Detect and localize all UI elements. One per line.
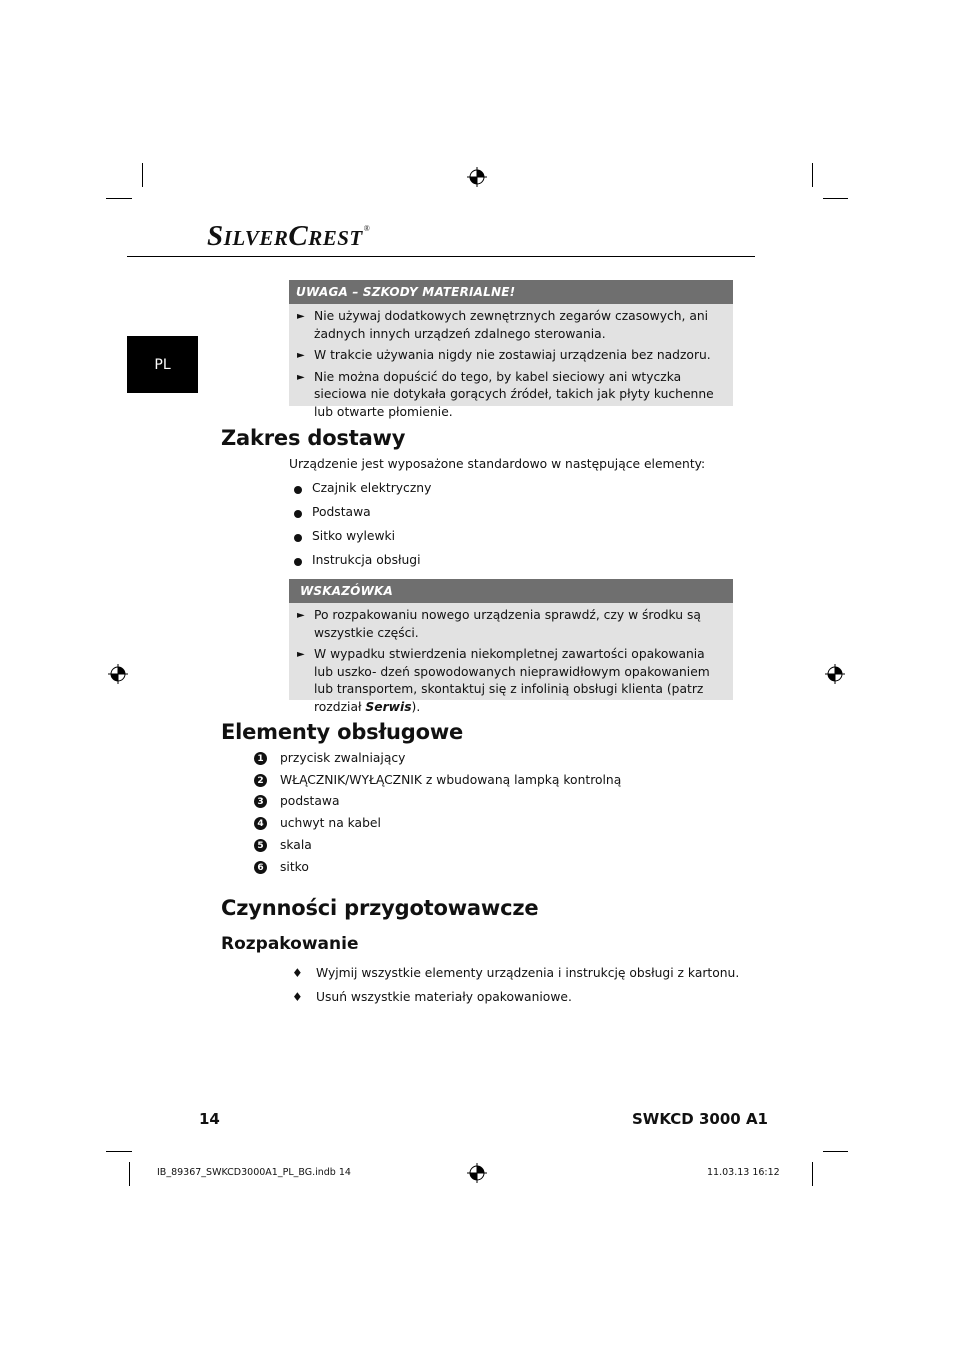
warning-item: ► W trakcie używania nigdy nie zostawiaj urządzenia bez nadzoru. bbox=[289, 347, 733, 365]
delivery-intro: Urządzenie jest wyposażone standardowo w następujące elementy: bbox=[289, 457, 706, 471]
crop-mark bbox=[823, 198, 848, 199]
number-badge: 5 bbox=[254, 839, 267, 852]
crop-mark bbox=[106, 198, 132, 199]
bullet-icon bbox=[294, 510, 302, 518]
registration-mark-icon bbox=[108, 664, 128, 684]
crop-mark bbox=[106, 1151, 132, 1152]
print-slug-file: IB_89367_SWKCD3000A1_PL_BG.indb 14 bbox=[157, 1167, 351, 1178]
registration-mark-icon bbox=[467, 1163, 487, 1183]
registration-mark-icon bbox=[825, 664, 845, 684]
diamond-bullet-icon: ♦ bbox=[292, 990, 303, 1004]
header-rule bbox=[127, 256, 755, 257]
brand-logo: SILVERCREST® bbox=[207, 220, 371, 252]
section-heading-preparation: Czynności przygotowawcze bbox=[221, 896, 539, 920]
page-number: 14 bbox=[199, 1110, 220, 1128]
number-badge: 4 bbox=[254, 817, 267, 830]
crop-mark bbox=[812, 163, 813, 187]
model-number: SWKCD 3000 A1 bbox=[632, 1110, 768, 1128]
subheading-unpacking: Rozpakowanie bbox=[221, 934, 359, 954]
crop-mark bbox=[812, 1162, 813, 1186]
registration-mark-icon bbox=[467, 167, 487, 187]
hint-box bbox=[289, 579, 733, 714]
diamond-bullet-icon: ♦ bbox=[292, 966, 303, 980]
hint-item: ► Po rozpakowaniu nowego urządzenia sprawdź, czy w środku są wszystkie części. bbox=[297, 608, 701, 640]
warning-box-title: UWAGA – SZKODY MATERIALNE! bbox=[289, 280, 733, 304]
hint-item: ► W wypadku stwierdzenia niekompletnej zawartości opakowania lub uszko- dzeń spowodowanych nieprawidłowym opakowaniem lub transportem, skontaktuj się z infolinią obsługi klienta (patrz rozdział Serwis). bbox=[297, 647, 710, 714]
service-reference: Serwis bbox=[365, 699, 412, 714]
arrow-right-icon: ► bbox=[297, 371, 305, 383]
warning-item: ► Nie można dopuścić do tego, by kabel sieciowy ani wtyczka sieciowa nie dotykała gorących źródeł, takich jak płyty kuchenne lub otwarte płomienie. bbox=[297, 369, 714, 419]
number-badge: 3 bbox=[254, 795, 267, 808]
bullet-icon bbox=[294, 558, 302, 566]
section-heading-delivery: Zakres dostawy bbox=[221, 426, 406, 450]
bullet-icon bbox=[294, 486, 302, 494]
warning-item: ► Nie używaj dodatkowych zewnętrznych zegarów czasowych, ani żadnych innych urządzeń zdalnego sterowania. bbox=[297, 309, 709, 341]
arrow-right-icon: ► bbox=[297, 649, 305, 660]
number-badge: 6 bbox=[254, 861, 267, 874]
warning-box bbox=[289, 280, 733, 419]
crop-mark bbox=[129, 1162, 130, 1186]
language-tab: PL bbox=[127, 336, 198, 393]
arrow-right-icon: ► bbox=[297, 610, 305, 621]
arrow-right-icon: ► bbox=[297, 311, 305, 322]
arrow-right-icon: ► bbox=[297, 350, 305, 361]
number-badge: 1 bbox=[254, 752, 267, 765]
print-slug-date: 11.03.13 16:12 bbox=[707, 1167, 780, 1178]
crop-mark bbox=[142, 163, 143, 187]
section-heading-controls: Elementy obsługowe bbox=[221, 720, 464, 744]
hint-box-title: WSKAZÓWKA bbox=[289, 579, 733, 603]
bullet-icon bbox=[294, 534, 302, 542]
number-badge: 2 bbox=[254, 774, 267, 787]
crop-mark bbox=[823, 1151, 848, 1152]
